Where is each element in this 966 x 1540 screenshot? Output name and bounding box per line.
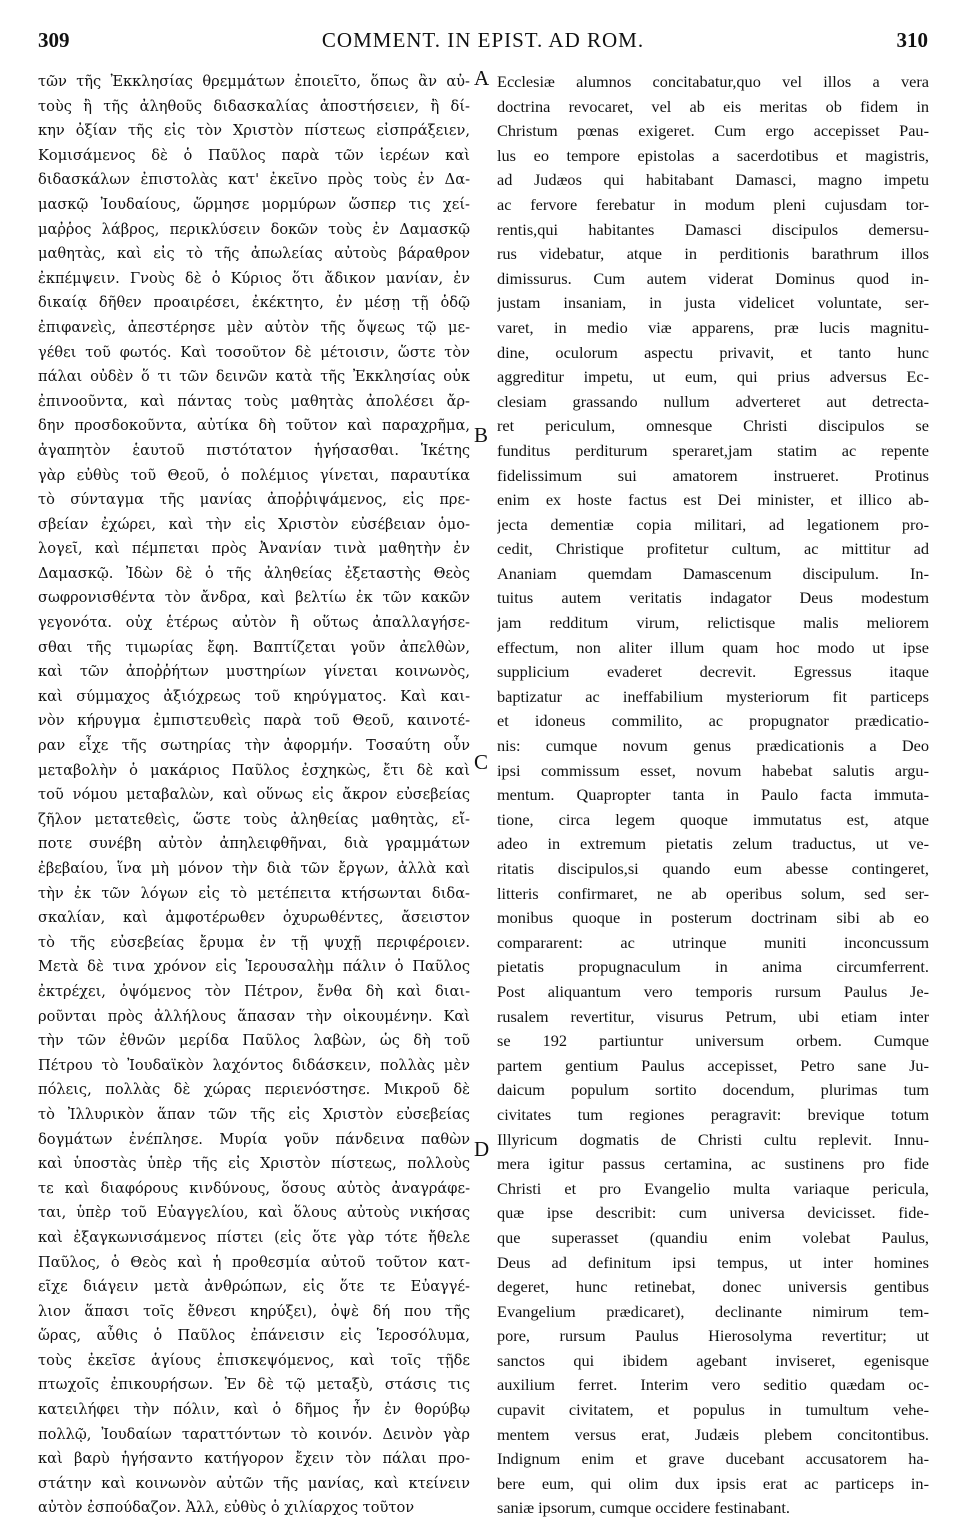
greek-text-line: νὸν κήρυγμα ἐμπιστευθεὶς παρὰ τοῦ Θεοῦ, καινοτέ- — [38, 712, 470, 730]
latin-text-line: nis: cumque novum genus prædicationis a Deo — [497, 736, 929, 756]
latin-text-line: baptizatur ac ineffabilium mysteriorum fit particeps — [497, 686, 929, 706]
latin-text-line: Christi et pro Evangelio multa variaque pericula, — [497, 1178, 929, 1198]
greek-text-line: τὸ Ἰλλυρικὸν ἅπαν τῶν τῆς εἰς Χριστὸν εὐσεβείας — [38, 1105, 470, 1123]
greek-text-line: τοὺς ἢ τῆς ἀληθοῦς διδασκαλίας ἀποστήσειεν, ἢ δί- — [38, 97, 470, 115]
greek-text-line: μεταβολὴν ὁ μακάριος Παῦλος ἐσχηκὼς, ἔτι δὲ καὶ — [38, 761, 470, 779]
greek-text-line: αὐτὸν ἐσπούδαζον. Ἀλλ, εὐθὺς ὁ χιλίαρχος τοῦτον — [38, 1499, 415, 1517]
latin-text-line: lus eo tempore epistolas a sacerdotibus et magistris, — [497, 145, 929, 165]
greek-text-line: ἀγαπητὸν ἑαυτοῦ πιστότατον ἡγήσασθαι. Ἱκέτης — [38, 441, 470, 459]
greek-text-line: τε καὶ διαφόρους κινδύνους, ὅσους αὐτὸς ἀναγράφε- — [38, 1179, 470, 1197]
page-number-right: 310 — [896, 28, 928, 52]
latin-text-line: cupavit civitatem, et populus in tumultum vehe- — [497, 1400, 929, 1420]
page-header — [0, 28, 966, 58]
latin-text-line: rus videbatur, atque in perditionis barathrum illos — [497, 244, 929, 264]
greek-text-line: ἐβεβαίου, ἵνα μὴ μόνον τὴν διὰ τῶν ἔργων, ἀλλὰ καὶ — [38, 860, 470, 877]
greek-text-line: τῶν τῆς Ἐκκλησίας θρεμμάτων ἐποιεῖτο, ὅπως ἂν αὐ- — [38, 73, 470, 90]
latin-text-line: auxilium ferret. Interim vero seditio quædam oc- — [497, 1375, 929, 1395]
latin-text-line: bere eum, qui olim dux ipsis erat ac particeps in- — [497, 1473, 929, 1493]
greek-text-line: πτωχοῖς ἐπικουρήσων. Ἐν δὲ τῷ μεταξὺ, στάσις τις — [38, 1376, 470, 1394]
greek-text-line: ροῦνται πρὸς ἀλλήλους ἅπασαν τὴν οἰκουμένην. Καὶ — [38, 1007, 470, 1025]
greek-text-line: δικαίᾳ δῆθεν προαιρέσει, ἐκέκτητο, ἐν μέσῃ τῇ ὁδῷ — [38, 294, 470, 312]
greek-text-line: ραν εἶχε τῆς σωτηρίας τὴν ἀφορμήν. Τοσαύτη οὖν — [38, 737, 470, 755]
greek-text-line: Δαμασκῷ. Ἰδὼν δὲ ὁ τῆς ἀληθείας ἐξεταστὴς Θεὸς — [38, 564, 470, 582]
margin-marker-a: A — [474, 66, 490, 90]
latin-text-line: dimissurus. Cum autem viderat Dominus quod in- — [497, 268, 929, 288]
greek-text-line: πολλῷ, Ἰουδαίων ταραττόντων τὸ κοινόν. Δεινὸν γὰρ — [38, 1425, 470, 1443]
greek-text-line: ἐκπέμψειν. Γνοὺς δὲ ὁ Κύριος ὅτι ἄδικον μανίαν, ἐν — [38, 269, 470, 287]
greek-text-line: τοὺς ἐκεῖσε ἁγίους ἐπισκεψόμενος, καὶ τοῖς τῇδε — [38, 1351, 470, 1369]
latin-text-line: pore, rursum Paulus Hierosolyma revertitur; ut — [497, 1326, 929, 1346]
greek-text-line: πόλεις, πολλὰς δὲ χώρας περιενόστησε. Μικροῦ δὲ — [38, 1081, 470, 1099]
greek-text-line: ἐκτρέχει, ὀψόμενος τὸν Πέτρον, ἔνθα δὴ καὶ διαι- — [38, 982, 470, 1000]
latin-text-line: ret periculum, omnesque Christi discipulos se — [497, 416, 929, 436]
latin-text-line: fidelissimum sui amatorem instrueret. Protinus — [497, 465, 929, 485]
latin-text-line: civitates tum regiones peragravit: brevique totum — [497, 1104, 929, 1124]
greek-text-line: τὸ τῆς εὐσεβείας ἔρυμα ἐν τῇ ψυχῇ περιφέροιεν. — [38, 933, 470, 951]
greek-text-line: ὥρας, αὖθις ὁ Παῦλος ἐπάνεισιν εἰς Ἱεροσόλυμα, — [38, 1327, 470, 1345]
latin-text-line: ac fervore ferebatur in modum pleni cujusdam tor- — [497, 194, 929, 214]
latin-text-line: ipsi commissum esset, novum habebat salutis argu- — [497, 760, 929, 780]
latin-text-line: Deus ad definitum ipsi tempus, ut inter homines — [497, 1252, 929, 1272]
latin-text-line: enim ex hoste factus est Dei minister, et illico ab- — [497, 490, 929, 510]
greek-text-line: τὴν ἐκ τῶν λόγων εἰς τὸ μετέπειτα κτήσωνται διδα- — [38, 884, 470, 902]
greek-text-line: πάλαι οὐδὲν ὅ τι τῶν δεινῶν κατὰ τῆς Ἐκκλησίας οὐκ — [38, 368, 470, 386]
greek-text-line: σβείαν ἐχώρει, καὶ τὴν εἰς Χριστὸν εὐσέβειαν ὁμο- — [38, 515, 470, 533]
greek-text-line: ποτε συνέβη αὐτὸν ἀπηλειφθῆναι, διὰ γραμμάτων — [38, 835, 470, 853]
latin-text-line: sanctos qui ibidem agebant inviseret, egenisque — [497, 1350, 929, 1370]
latin-text-line: Indignum enim et grave ducebant accusatorem ha- — [497, 1449, 929, 1469]
greek-text-line: καὶ σύμμαχος ἀξιόχρεως τοῦ κηρύγματος. Καὶ και- — [38, 687, 470, 705]
greek-text-line: σωφρονισθέντα τὸν ἄνδρα, καὶ βελτίω ἐκ τῶν κακῶν — [38, 589, 470, 607]
latin-text-line: dine, oculorum aspectu privavit, et tanto hunc — [497, 342, 929, 362]
latin-text-line: Illyricum dogmatis de Christi cultu replevit. Innu- — [497, 1129, 929, 1149]
greek-text-line: γέθει τοῦ φωτός. Καὶ τοσοῦτον δὲ μέτοισιν, ὥστε τὸν — [38, 343, 470, 361]
latin-text-line: se 192 partiuntur universum orbem. Cumque — [497, 1031, 929, 1051]
latin-text-line: jecta dementiæ copia militari, ad legationem pro- — [497, 514, 929, 534]
greek-text-line: δογμάτων ἐνέπλησε. Μυρία γοῦν πάνδεινα παθὼν — [38, 1130, 470, 1148]
greek-text-line: τοῦ νόμου μεταβαλὼν, καὶ οὕνως εἰς ἄκρον εὐσεβείας — [38, 786, 470, 804]
latin-text-line: et idoneus commilito, ac propugnator prædicatio- — [497, 711, 929, 731]
latin-text-line: cedit, Christique profitetur cultum, ac mittitur ad — [497, 539, 929, 559]
greek-text-line: μαθητὰς, καὶ εἰς τὸ τῆς ἀπωλείας αὐτοὺς βάραθρον — [38, 245, 470, 263]
greek-text-line: καὶ βαρὺ ἡγήσαντο κατήγορον ἔχειν τὸν πάλαι προ- — [38, 1450, 470, 1468]
latin-text-line: varet, in medio viæ apparens, præ lucis magnitu- — [497, 317, 929, 337]
latin-text-line: doctrina revocaret, vel ab eis meritas ob fidem in — [497, 96, 929, 116]
latin-text-line: daicum populum sortito docendum, plurimas tum — [497, 1080, 929, 1100]
greek-text-line: καὶ ὑποστὰς ὑπὲρ τῆς εἰς Χριστὸν πίστεως, πολλοὺς — [38, 1155, 470, 1173]
latin-text-line: tuitus autem veritatis indagator Deus modestum — [497, 588, 929, 608]
greek-text-line: σκαλίαν, καὶ ἀμφοτέρωθεν ὀχυρωθέντες, ἄσειστον — [38, 909, 470, 927]
latin-text-line: effectum, non aliter illum quam hoc modo ut ipse — [497, 637, 929, 657]
greek-text-line: λιον ἅπασι τοῖς ἔθνεσι κηρύξει), ὀψὲ δή που τῆς — [38, 1302, 470, 1320]
greek-text-line: διδασκάλων ἐπιστολὰς κατ' ἐκεῖνο πρὸς τοὺς ἐν Δα- — [38, 171, 470, 189]
greek-text-line: Πέτρου τὸ Ἰουδαϊκὸν λαχόντος διδάσκειν, πολλὰς μὲν — [38, 1056, 470, 1074]
latin-text-line: aggreditur impetu, ut eum, qui prius adversus Ec- — [497, 367, 929, 387]
latin-text-line: ritatis discipulos,si quando eum abesse contingeret, — [497, 859, 929, 878]
greek-text-column — [38, 70, 470, 1521]
greek-text-line: σθαι τῆς τιμωρίας ἔφη. Βαπτίζεται γοῦν ἀπελθὼν, — [38, 638, 470, 656]
latin-text-line: litteris confirmaret, ne ab operibus solum, sed ser- — [497, 883, 929, 903]
latin-text-line: rusalem revertitur, visurus Petrum, ubi etiam inter — [497, 1006, 929, 1026]
greek-text-line: μαῤῥος λάβρος, περικλύσειν δοκῶν τοὺς ἐν Δαμασκῷ — [38, 220, 470, 238]
latin-text-line: compararent: ac utrinque muniti inconcussum — [497, 932, 929, 952]
margin-marker-b: B — [474, 423, 489, 447]
greek-text-line: τὴν τῶν ἐθνῶν μερίδα Παῦλος λαβὼν, ὡς δὴ τοῦ — [38, 1032, 470, 1050]
greek-text-line: μασκῷ Ἰουδαίους, ὥρμησε μορμύρων ὥσπερ τις χεί- — [38, 195, 470, 213]
latin-text-line: degeret, hunc retinebat, donec universis gentibus — [497, 1277, 929, 1297]
latin-text-line: Christum pœnas exigeret. Cum ergo accepisset Pau- — [497, 121, 929, 141]
latin-text-line: mentum. Quapropter tanta in Paulo facta immuta- — [497, 785, 929, 805]
greek-text-line: τὸ σύνταγμα τῆς μανίας ἀποῤῥιψάμενος, εἰς πρε- — [38, 491, 470, 509]
latin-text-line: mentem versus erat, Judæis plebem concitontibus. — [497, 1424, 929, 1444]
latin-text-line: justam insaniam, in justa videlicet voluntate, ser- — [497, 293, 929, 313]
latin-text-line: ad Judæos qui habitabant Damasci, magno impetu — [497, 170, 929, 190]
greek-text-line: γὰρ εὐθὺς τοῦ Θεοῦ, ὁ πολέμιος γίνεται, παραυτίκα — [38, 466, 470, 484]
latin-text-line: monibus quoque in posterum doctrinam sibi ab eo — [497, 908, 929, 928]
latin-text-line: rentis,qui habitantes Damasci discipulos demersu- — [497, 219, 929, 239]
latin-text-line: Evangelium prædicaret), declinante nimirum tem- — [497, 1301, 929, 1321]
latin-text-line: Ecclesiæ alumnos concitabatur,quo vel illos a vera — [497, 72, 929, 91]
latin-text-line: supplicium evaderet decrevit. Egressus itaque — [497, 662, 929, 682]
latin-text-line: mera igitur passus certamina, ac sustinens pro fide — [497, 1154, 929, 1174]
latin-text-line: Post aliquantum vero temporis rursum Paulus Je- — [497, 981, 929, 1001]
greek-text-line: λογεῖ, καὶ πέμπεται πρὸς Ἀνανίαν τινὰ μαθητὴν ἐν — [38, 540, 470, 558]
running-title: COMMENT. IN EPIST. AD ROM. — [321, 28, 645, 52]
latin-text-line: saniæ ipsorum, cumque occidere festinabant. — [497, 1498, 790, 1518]
latin-text-line: Ananiam quemdam Damascenum discipulum. In- — [497, 563, 929, 583]
greek-text-line: Μετὰ δὲ τινα χρόνον εἰς Ἱερουσαλὴμ πάλιν ὁ Παῦλος — [38, 958, 470, 976]
greek-text-line: κατειλήφει τὴν πόλιν, καὶ ὁ δῆμος ἦν ἐν θορύβῳ — [38, 1401, 470, 1419]
latin-text-column — [497, 70, 929, 1521]
greek-text-line: Κομισάμενος δὲ ὁ Παῦλος παρὰ τῶν ἱερέων καὶ — [38, 146, 470, 164]
greek-text-line: ἐπινοοῦντα, καὶ πάντας τοὺς μαθητὰς ἀπολέσει ἄρ- — [38, 392, 470, 410]
latin-text-line: quæ ipse describit: cum universa devicisset. fide- — [497, 1203, 929, 1223]
latin-text-line: adeo in extremum pietatis zelum traductus, ut ve- — [497, 834, 929, 854]
greek-text-line: ται, ὑπὲρ τοῦ Εὐαγγελίου, καὶ ὅλους αὐτοὺς νικήσας — [38, 1204, 470, 1222]
greek-text-line: εῖχε διάγειν μετὰ ἀνθρώπων, εἰς ὅτε τε Εὐαγγέ- — [38, 1278, 470, 1296]
latin-text-line: funditus perditurum speraret,jam statim ac repente — [497, 440, 929, 460]
greek-text-line: κην ὀξίαν τῆς εἰς τὸν Χριστὸν πίστεως εἰσπράξειεν, — [38, 122, 470, 140]
latin-text-line: jam redditum virum, relictisque malis meliorem — [497, 613, 929, 633]
page-number-left: 309 — [38, 28, 70, 52]
latin-text-line: clesiam grassando nullum adverteret aut detrecta- — [497, 391, 929, 411]
greek-text-line: ἐπιφανεὶς, ἀπεστέρησε μὲν αὐτὸν τῆς ὄψεως τῷ με- — [38, 318, 470, 336]
greek-text-line: Παῦλος, ὁ Θεὸς καὶ ἡ προθεσμία αὐτοῦ τοῦτον κατ- — [38, 1253, 470, 1271]
margin-marker-d: D — [474, 1137, 490, 1161]
margin-marker-c: C — [474, 750, 489, 774]
latin-text-line: pietatis propugnaculum in anima circumferrent. — [497, 957, 929, 977]
greek-text-line: γεγονότα. οὐχ ἑτέρως αὐτὸν ἢ οὕτως ἀπαλλαγήσε- — [38, 614, 470, 632]
greek-text-line: καὶ ἐξαγκωνισάμενος πίστει (εἰς ὅτε γὰρ τότε ἤθελε — [38, 1228, 470, 1246]
greek-text-line: δην προσδοκοῦντα, αὐτίκα δὴ τοῦτον καὶ παραχρῆμα, — [38, 417, 470, 435]
greek-text-line: στάτην καὶ κοινωνὸν αὐτῶν τῆς μανίας, καὶ κτείνειν — [38, 1474, 470, 1492]
latin-text-line: partem gentium Paulus accepisset, Petro sane Ju- — [497, 1055, 929, 1075]
greek-text-line: καὶ τῶν ἀποῤῥήτων μυστηρίων γίνεται κοινωνὸς, — [38, 663, 470, 681]
latin-text-line: que superasset (quandiu enim volebat Paulus, — [497, 1227, 929, 1247]
latin-text-line: tione, circa legem quoque immutatus est, atque — [497, 809, 929, 829]
greek-text-line: ζῆλον μετατεθεὶς, ὥστε τοὺς ἀληθείας μαθητὰς, εἴ- — [38, 810, 470, 828]
